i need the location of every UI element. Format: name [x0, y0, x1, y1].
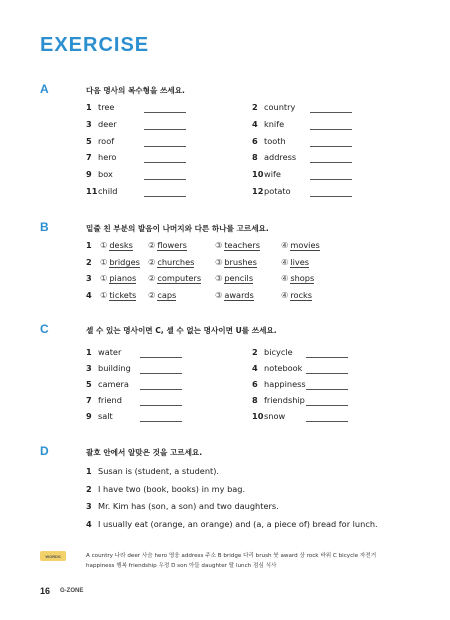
- exercise-item: [86, 152, 116, 162]
- item-number: 4: [86, 289, 92, 300]
- item-word: hero: [98, 152, 117, 163]
- question-number: [86, 290, 98, 300]
- item-number: 4: [252, 363, 258, 373]
- answer-option[interactable]: [148, 240, 187, 250]
- item-number: 5: [86, 135, 92, 146]
- exercise-item: [86, 102, 114, 112]
- option-marker: ①: [100, 256, 108, 267]
- answer-blank[interactable]: [306, 421, 348, 422]
- item-word: bicycle: [264, 347, 293, 357]
- answer-blank[interactable]: [310, 129, 352, 130]
- item-word: deer: [98, 118, 117, 129]
- section-b-instruction: 밑줄 친 부분의 발음이 나머지와 다른 하나를 고르세요.: [86, 224, 269, 233]
- answer-option[interactable]: [215, 240, 260, 250]
- question-number: [86, 240, 98, 250]
- option-marker: ②: [148, 273, 156, 283]
- answer-option[interactable]: [215, 290, 254, 300]
- question-number: [86, 257, 98, 267]
- exercise-item: [86, 363, 131, 373]
- exercise-item: [252, 363, 302, 373]
- option-marker: ②: [148, 240, 156, 250]
- exercise-item: [252, 136, 286, 146]
- option-marker: ④: [281, 240, 289, 250]
- option-marker: ①: [100, 273, 108, 283]
- answer-option[interactable]: [281, 257, 309, 267]
- sentence-item: [86, 466, 219, 476]
- section-d-letter: D: [40, 444, 49, 458]
- sentence-text[interactable]: Mr. Kim has (son, a son) and two daughters.: [98, 501, 279, 511]
- words-line-2: happiness 행복 friendship 우정 D son 아들 daughter 딸 lunch 점심 식사: [86, 563, 277, 569]
- exercise-item: [86, 379, 129, 389]
- answer-option[interactable]: [148, 290, 176, 300]
- option-word: churches: [157, 256, 195, 267]
- answer-blank[interactable]: [140, 373, 182, 374]
- option-word: awards: [224, 289, 254, 300]
- answer-option[interactable]: [100, 290, 136, 300]
- sentence-item: [86, 501, 279, 511]
- option-marker: ④: [281, 273, 289, 283]
- words-line-1: A country 나라 deer 사슴 hero 영웅 address 주소 B bridge 다리 brush 붓 award 상 rock 바위 C bicycle 자전거: [86, 553, 377, 559]
- item-number: 1: [86, 347, 92, 357]
- option-marker: ④: [281, 256, 289, 267]
- exercise-item: [252, 347, 293, 357]
- answer-blank[interactable]: [144, 162, 186, 163]
- exercise-item: [252, 169, 281, 179]
- item-number: 8: [252, 152, 258, 163]
- answer-blank[interactable]: [310, 179, 352, 180]
- answer-option[interactable]: [281, 240, 320, 250]
- item-word: water: [98, 347, 122, 357]
- answer-blank[interactable]: [140, 357, 182, 358]
- item-word: friend: [98, 395, 122, 405]
- item-number: 9: [86, 411, 92, 421]
- option-word: pencils: [224, 273, 254, 283]
- section-a-instruction: 다음 명사의 복수형을 쓰세요.: [86, 86, 185, 95]
- option-word: movies: [290, 240, 320, 250]
- page-number: 16: [40, 586, 51, 596]
- item-word: salt: [98, 411, 113, 421]
- option-word: tickets: [109, 289, 137, 300]
- option-word: rocks: [290, 289, 313, 300]
- item-number: 5: [86, 379, 92, 389]
- item-number: 6: [252, 379, 258, 389]
- answer-blank[interactable]: [310, 146, 352, 147]
- answer-blank[interactable]: [306, 357, 348, 358]
- section-c-letter: C: [40, 322, 49, 336]
- option-word: lives: [290, 256, 310, 267]
- option-word: shops: [290, 273, 315, 283]
- section-b-letter: B: [40, 220, 49, 234]
- item-word: wife: [264, 169, 281, 180]
- option-word: caps: [157, 289, 177, 300]
- item-word: potato: [264, 186, 291, 196]
- option-word: teachers: [224, 240, 260, 250]
- exercise-item: [252, 186, 291, 196]
- item-number: 1: [86, 466, 92, 476]
- exercise-item: [86, 186, 117, 196]
- answer-blank[interactable]: [306, 405, 348, 406]
- words-badge: WORDS: [40, 551, 66, 561]
- option-marker: ③: [215, 240, 223, 250]
- answer-option[interactable]: [148, 257, 194, 267]
- item-word: happiness: [264, 379, 306, 389]
- section-c-instruction: 셀 수 있는 명사이면 C, 셀 수 없는 명사이면 U를 쓰세요.: [86, 326, 277, 335]
- answer-blank[interactable]: [140, 421, 182, 422]
- option-word: desks: [109, 240, 133, 250]
- exercise-item: [86, 119, 117, 129]
- answer-option[interactable]: [148, 273, 201, 283]
- sentence-text[interactable]: I have two (book, books) in my bag.: [98, 483, 246, 494]
- answer-blank[interactable]: [140, 389, 182, 390]
- option-word: pianos: [109, 273, 137, 283]
- option-word: bridges: [109, 256, 140, 267]
- exercise-item: [252, 152, 296, 162]
- answer-blank[interactable]: [144, 196, 186, 197]
- item-word: tree: [98, 102, 115, 112]
- section-a-letter: A: [40, 82, 49, 96]
- item-number: 9: [86, 169, 92, 180]
- item-number: 3: [86, 273, 92, 283]
- item-number: 12: [252, 186, 264, 196]
- answer-blank[interactable]: [310, 162, 352, 163]
- item-number: 10: [252, 169, 264, 180]
- exercise-item: [86, 169, 113, 179]
- answer-blank[interactable]: [306, 389, 348, 390]
- answer-blank[interactable]: [144, 129, 186, 130]
- answer-blank[interactable]: [144, 179, 186, 180]
- answer-blank[interactable]: [144, 112, 186, 113]
- item-number: 7: [86, 395, 92, 405]
- page-title: EXERCISE: [40, 34, 150, 56]
- item-word: friendship: [264, 395, 305, 405]
- item-number: 1: [86, 102, 92, 112]
- exercise-item: [86, 136, 114, 146]
- item-word: building: [98, 363, 131, 373]
- item-word: snow: [264, 411, 286, 421]
- option-marker: ①: [100, 240, 108, 250]
- item-number: 4: [252, 118, 258, 129]
- item-number: 2: [86, 483, 92, 494]
- exercise-item: [252, 379, 306, 389]
- item-number: 11: [86, 186, 98, 196]
- page-brand: G-ZONE: [60, 588, 84, 594]
- option-marker: ②: [148, 289, 156, 300]
- option-word: computers: [157, 273, 202, 283]
- exercise-item: [252, 395, 305, 405]
- item-word: box: [98, 169, 113, 180]
- item-number: 2: [86, 256, 92, 267]
- option-marker: ③: [215, 273, 223, 283]
- answer-blank[interactable]: [140, 405, 182, 406]
- option-marker: ①: [100, 289, 108, 300]
- option-marker: ③: [215, 256, 223, 267]
- exercise-item: [86, 411, 113, 421]
- item-word: address: [264, 152, 297, 163]
- item-word: camera: [98, 379, 129, 389]
- sentence-text[interactable]: Susan is (student, a student).: [98, 466, 220, 476]
- sentence-item: [86, 484, 245, 494]
- exercise-item: [252, 119, 284, 129]
- answer-option[interactable]: [215, 257, 257, 267]
- exercise-item: [86, 347, 121, 357]
- answer-blank[interactable]: [144, 146, 186, 147]
- answer-blank[interactable]: [310, 196, 352, 197]
- section-d-instruction: 괄호 안에서 알맞은 것을 고르세요.: [86, 448, 203, 457]
- item-number: 6: [252, 135, 258, 146]
- item-number: 3: [86, 118, 92, 129]
- answer-blank[interactable]: [310, 112, 352, 113]
- option-word: brushes: [224, 256, 257, 267]
- answer-blank[interactable]: [306, 373, 348, 374]
- item-number: 2: [252, 102, 258, 112]
- exercise-item: [86, 395, 122, 405]
- answer-option[interactable]: [100, 273, 136, 283]
- item-word: child: [98, 186, 118, 196]
- answer-option[interactable]: [100, 240, 133, 250]
- exercise-item: [252, 411, 285, 421]
- item-word: country: [264, 102, 296, 112]
- answer-option[interactable]: [281, 290, 312, 300]
- item-word: knife: [264, 118, 285, 129]
- item-number: 4: [86, 518, 92, 529]
- item-number: 1: [86, 240, 92, 250]
- item-word: roof: [98, 135, 115, 146]
- item-word: notebook: [264, 363, 303, 373]
- option-marker: ③: [215, 289, 223, 300]
- exercise-item: [252, 102, 295, 112]
- item-number: 2: [252, 347, 258, 357]
- answer-option[interactable]: [100, 257, 140, 267]
- question-number: [86, 273, 98, 283]
- option-word: flowers: [157, 240, 187, 250]
- sentence-text[interactable]: I usually eat (orange, an orange) and (a, a piece of) bread for lunch.: [98, 518, 378, 529]
- answer-option[interactable]: [215, 273, 253, 283]
- item-word: tooth: [264, 135, 286, 146]
- answer-option[interactable]: [281, 273, 314, 283]
- sentence-item: [86, 519, 378, 529]
- option-marker: ④: [281, 289, 289, 300]
- option-marker: ②: [148, 256, 156, 267]
- item-number: 10: [252, 411, 264, 421]
- item-number: 3: [86, 501, 92, 511]
- item-number: 7: [86, 152, 92, 163]
- item-number: 3: [86, 363, 92, 373]
- item-number: 8: [252, 395, 258, 405]
